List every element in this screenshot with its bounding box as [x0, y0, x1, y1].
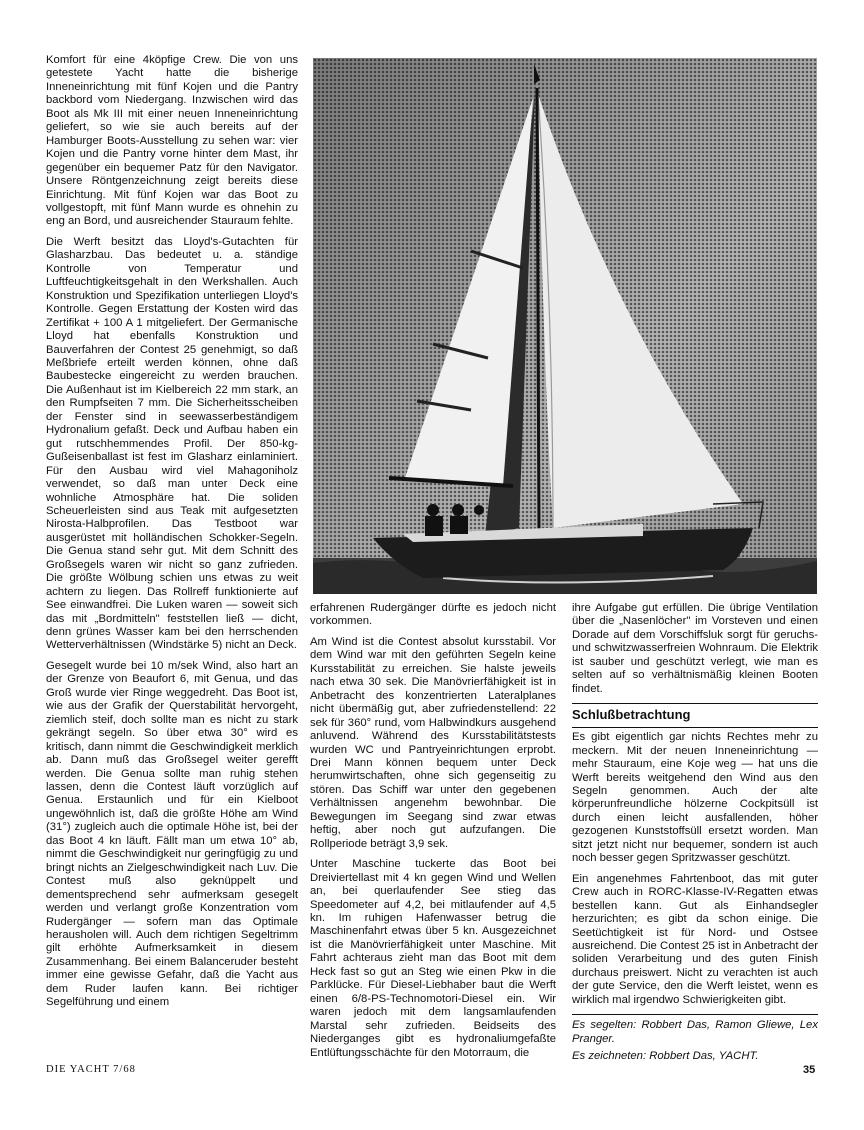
section-heading: Schlußbetrachtung — [572, 707, 691, 723]
credits-divider — [572, 1014, 818, 1015]
section-divider — [572, 703, 818, 704]
paragraph: Komfort für eine 4köpfige Crew. Die von uns getestete Yacht hatte die bisherige Inneneinrichtung mit fünf Kojen und die Pantry backbord vom Niedergang. Inzwischen wird das Boot als Mk III mit einer neuen Inneneinrichtung geliefert, so wie sie auch bereits auf der Hamburger Boots-Ausstellung zu sehen war: vier Kojen und die Pantry vorne hinter dem Mast, ihr gegenüber ein bequemer Patz für den Navigator. Unsere Röntgenzeichnung zeigt bereits diese Einrichtung. Mit fünf Kojen war das Boot zu vollgestopft, mit fünf Mann wurde es ohnehin zu eng an Bord, und ausreichender Stauraum fehlte. — [46, 54, 298, 228]
paragraph: Gesegelt wurde bei 10 m/sek Wind, also hart an der Grenze von Beaufort 6, mit Genua, und das Groß wurde vier Ringe weggedreht. Das Boot ist, wie aus der Grafik der Querstabilität hervorgeht, ziemlich steif, doch sollte man es nicht zu stark gekrängt segeln. So über etwa 30° wird es kritisch, dann nimmt die Geschwindigkeit merklich ab. Dann muß das Großsegel weiter gerefft werden. Die Genua sollte man ruhig stehen lassen, denn die Contest läuft vorzüglich auf Genua. Erstaunlich und für ein Kielboot ungewöhnlich ist, daß die größte Höhe am Wind (31°) zugleich auch die optimale Höhe ist, bei der das Boot 4 kn läuft. Fällt man um etwa 10° ab, nimmt die Geschwindigkeit nur geringfügig zu und bringt nichts an Zielgeschwindigkeit nach Luv. Die Contest muß also geknüppelt und dementsprechend sehr aufmerksam gesegelt werden und verlangt große Konzentration vom Rudergänger — sofern man das Optimale herausholen will. Auch dem richtigen Segeltrimm gilt erhöhte Aufmerksamkeit in diesem Zusammenhang. Bei einem Balanceruder besteht immer eine gewisse Gefahr, daß die Yacht aus dem Ruder laufen kann. Bei richtiger Segelführung und einem — [46, 659, 298, 1009]
paragraph: Die Werft besitzt das Lloyd's-Gutachten für Glasharzbau. Das bedeutet u. a. ständige Kontrolle von Temperatur und Luftfeuchtigkeitsgehalt in den Werkshallen. Auch Konstruktion und Spezifikation unterliegen Lloyd's Kontrolle. Gegen Erstattung der Kosten wird das Zertifikat + 100 A 1 mitgeliefert. Der Germanische Lloyd hat ebenfalls Konstruktion und Bauverfahren der Contest 25 genehmigt, so daß Meßbriefe erteilt werden können, ohne daß Baubestecke eingereicht zu werden brauchen. Die Außenhaut ist im Kielbereich 22 mm stark, an den Rumpfseiten 7 mm. Die Sicherheitsscheiben der Fenster sind in seewasserbeständigem Hydronalium gefaßt. Deck und Aufbau haben ein gut rutschhemmendes Profil. Der 850-kg-Gußeisenballast ist fest im Glasharz einlaminiert. Für den Ausbau wird viel Mahagoniholz verwendet, so daß man unter Deck eine wohnliche Atmosphäre hat. Die soliden Scheuerleisten sind aus Teak mit aufgesetzten Nirosta-Halbprofilen. Das Testboot war ausgerüstet mit holländischen Schokker-Segeln. Die Genua stand sehr gut. Mit dem Schnitt des Großsegels waren wir nicht so ganz zufrieden. Die größte Wölbung schien uns etwas zu weit achtern zu liegen. Das Rollreff funktionierte auf See einwandfrei. Die Luken waren — soweit sich das mit „Bordmitteln" feststellen ließ — dicht, denn grünes Wasser kam bei den herrschenden Wetterverhältnissen (Windstärke 5) nicht an Deck. — [46, 235, 298, 652]
paragraph: ihre Aufgabe gut erfüllen. Die übrige Ventilation über die „Nasenlöcher" im Vorsteven und einen Dorade auf dem Vorschiffsluk sorgt für geruchs- und schwitzwasserfreien Wohnraum. Die Elektrik ist sauber und geschützt verlegt, wie man es selten auf so verhältnismäßig kleinen Booten findet. — [572, 602, 818, 695]
article-column-2 — [310, 602, 556, 1064]
article-column-1 — [46, 54, 298, 1066]
paragraph: Es gibt eigentlich gar nichts Rechtes mehr zu meckern. Mit der neuen Inneneinrichtung — mehr Stauraum, eine Koje weg — hat uns die Werft bereits weitgehend den Wind aus den Segeln genommen. Auch der alte körperunfreundliche hölzerne Cockpitsüll ist durch einen leicht ausfallenden, höher gezogenen Kunststoffsüll ersetzt worden. Man sitzt jetzt nicht nur bequemer, sondern ist auch noch besser gegen Spritzwasser geschützt. — [572, 731, 818, 865]
paragraph: Unter Maschine tuckerte das Boot bei Dreiviertellast mit 4 kn gegen Wind und Wellen an, bei querlaufender See stieg das Speedometer auf 4,2, bei mitlaufender auf 4,5 kn. Im ruhigen Hafenwasser betrug die Maschinenfahrt etwas über 5 kn. Ausgezeichnet ist die Manövrierfähigkeit unter Maschine. Mit Fahrt achteraus zieht man das Boot mit dem Heck fast so gut an Steg wie einen Pkw in die Parklücke. Für Diesel-Liebhaber baut die Werft einen 6/8-PS-Technomotori-Diesel ein. Wir waren jedoch mit dem langsamlaufenden Marstal sehr zufrieden. Beidseits des Niederganges gibt es hydronaliumgefaßte Entlüftungsschächte für den Motorraum, die — [310, 858, 556, 1059]
page-number: 35 — [803, 1064, 816, 1076]
paragraph: erfahrenen Rudergänger dürfte es jedoch nicht vorkommen. — [310, 602, 556, 628]
credit-line: Es segelten: Robbert Das, Ramon Gliewe, Lex Pranger. — [572, 1019, 818, 1045]
paragraph: Ein angenehmes Fahrtenboot, das mit guter Crew auch in RORC-Klasse-IV-Regatten etwas bestellen kann. Gut als Einhandsegler herzurichten; es gibt da schon einige. Die Seetüchtigkeit ist für Nord- und Ostsee ausreichend. Die Contest 25 ist in Anbetracht der soliden Verarbeitung und des guten Finish durchaus preiswert. Nicht zu verachten ist auch der gute Service, den die Werft leistet, wenn es wirklich mal irgendwo Schwierigkeiten gibt. — [572, 872, 818, 1006]
article-column-3 — [572, 602, 818, 1064]
section-divider — [572, 727, 818, 728]
magazine-issue: DIE YACHT 7/68 — [46, 1064, 136, 1075]
paragraph: Am Wind ist die Contest absolut kursstabil. Vor dem Wind war mit den geführten Segeln keine Kursstabilität zu erreichen. Sie halste jeweils nach etwa 30 sek. Die Manövrierfähigkeit ist in Anbetracht des konzentrierten Lateralplanes nicht übermäßig gut, aber zufriedenstellend: 22 sek für 360° rund, vom Halbwindkurs ausgehend anluvend. Während des Kursstabilitätstests wurden WC und Pantryeinrichtungen erprobt. Drei Mann können bequem unter Deck herumwirtschaften, ohne sich gegenseitig zu stören. Das Schiff war unter den gegebenen Verhältnissen angenehm bewohnbar. Die Bewegungen im Seegang sind zwar etwas heftig, aber noch gut aufzufangen. Die Rollperiode beträgt 3,9 sek. — [310, 635, 556, 850]
sailboat-photo — [313, 58, 817, 594]
credit-line: Es zeichneten: Robbert Das, YACHT. — [572, 1050, 759, 1063]
